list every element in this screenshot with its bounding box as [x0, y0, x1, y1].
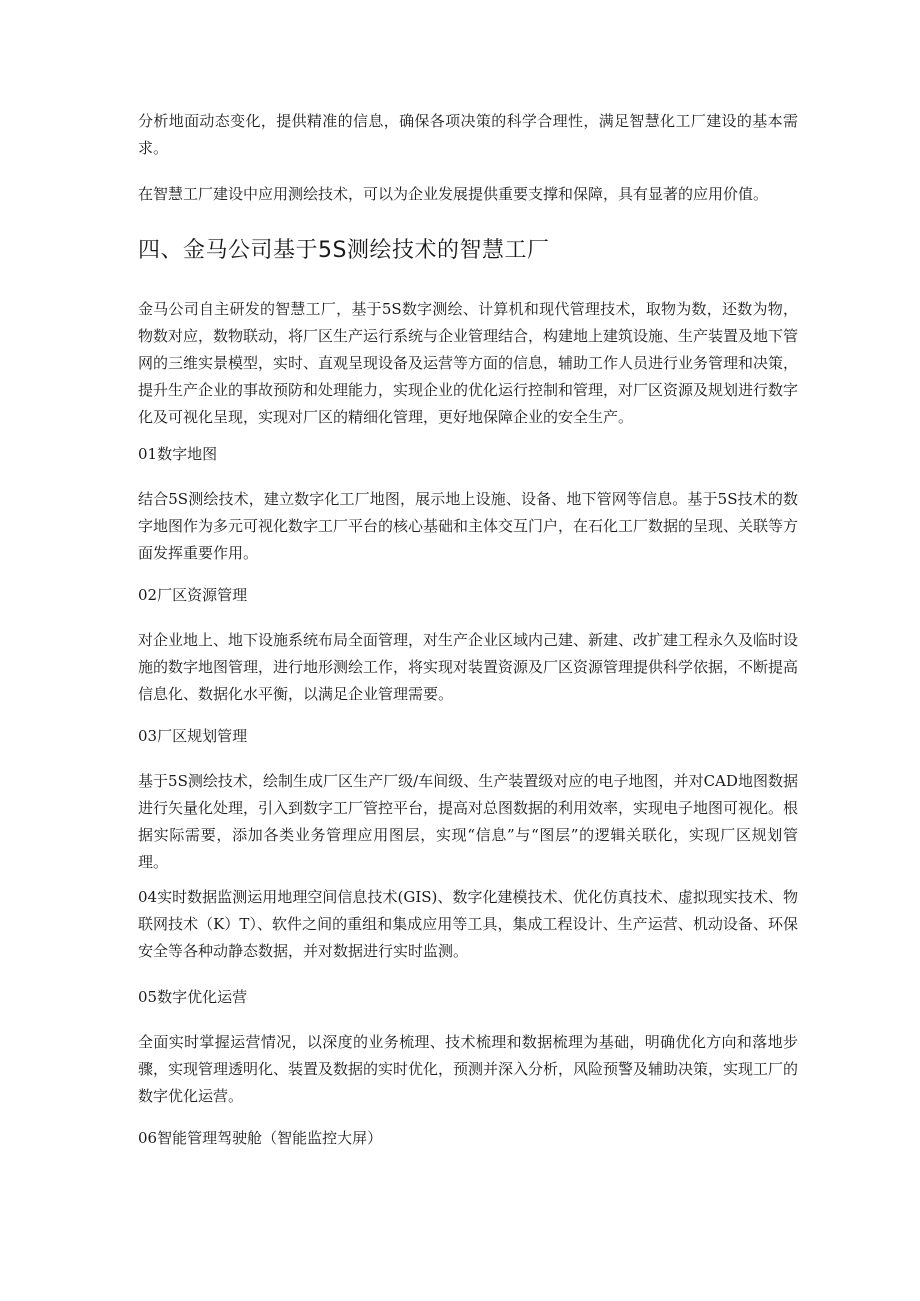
- item-02-body: 对企业地上、地下设施系统布局全面管理，对生产企业区域内己建、新建、改扩建工程永久及临时设施的数字地图管理，进行地形测绘工作，将实现对装置资源及厂区资源管理提供科学依据，不断提高信息化、数据化水平衡，以满足企业管理需要。: [138, 631, 799, 703]
- item-03-title: 03厂区规划管理: [138, 727, 248, 745]
- item-04-body: 04实时数据监测运用地理空间信息技术(GIS)、数字化建模技术、优化仿真技术、虚拟现实技术、物联网技术（K）T）、软件之间的重组和集成应用等工具，集成工程设计、生产运营、机动设备、环保安全等各种动静态数据，并对数据进行实时监测。: [138, 888, 798, 960]
- item-03-body: 基于5S测绘技术，绘制生成厂区生产厂级/车间级、生产装置级对应的电子地图，并对CAD地图数据进行矢量化处理，引入到数字工厂管控平台，提高对总图数据的利用效率，实现电子地图可视化。根据实际需要，添加各类业务管理应用图层，实现“信息”与“图层”的逻辑关联化，实现厂区规划管理。: [138, 772, 799, 871]
- paragraph-intro-continued: 分析地面动态变化，提供精准的信息，确保各项决策的科学合理性，满足智慧化工厂建设的基本需求。: [138, 112, 798, 157]
- item-06-title: 06智能管理驾驶舱（智能监控大屏）: [138, 1129, 383, 1147]
- section-heading: 四、金马公司基于5S测绘技术的智慧工厂: [138, 238, 550, 263]
- item-02-title: 02厂区资源管理: [138, 586, 248, 604]
- item-05-title: 05数字优化运营: [138, 988, 248, 1006]
- paragraph-intro-value: 在智慧工厂建设中应用测绘技术，可以为企业发展提供重要支撑和保障，具有显著的应用价值。: [138, 185, 769, 203]
- paragraph-section-intro: 金马公司自主研发的智慧工厂，基于5S数字测绘、计算机和现代管理技术，取物为数，还数为物，物数对应，数物联动，将厂区生产运行系统与企业管理结合，构建地上建筑设施、生产装置及地下管网的三维实景模型，实时、直观呈现设备及运营等方面的信息，辅助工作人员进行业务管理和决策，提升生产企业的事故预防和处理能力，实现企业的优化运行控制和管理，对厂区资源及规划进行数字化及可视化呈现，实现对厂区的精细化管理，更好地保障企业的安全生产。: [138, 300, 799, 426]
- item-01-title: 01数字地图: [138, 445, 218, 463]
- item-01-body: 结合5S测绘技术，建立数字化工厂地图，展示地上设施、设备、地下管网等信息。基于5S技术的数字地图作为多元可视化数字工厂平台的核心基础和主体交互门户，在石化工厂数据的呈现、关联等方面发挥重要作用。: [138, 490, 799, 562]
- item-05-body: 全面实时掌握运营情况，以深度的业务梳理、技术梳理和数据梳理为基础，明确优化方向和落地步骤，实现管理透明化、装置及数据的实时优化，预测并深入分析，风险预警及辅助决策，实现工厂的数字优化运营。: [138, 1033, 799, 1105]
